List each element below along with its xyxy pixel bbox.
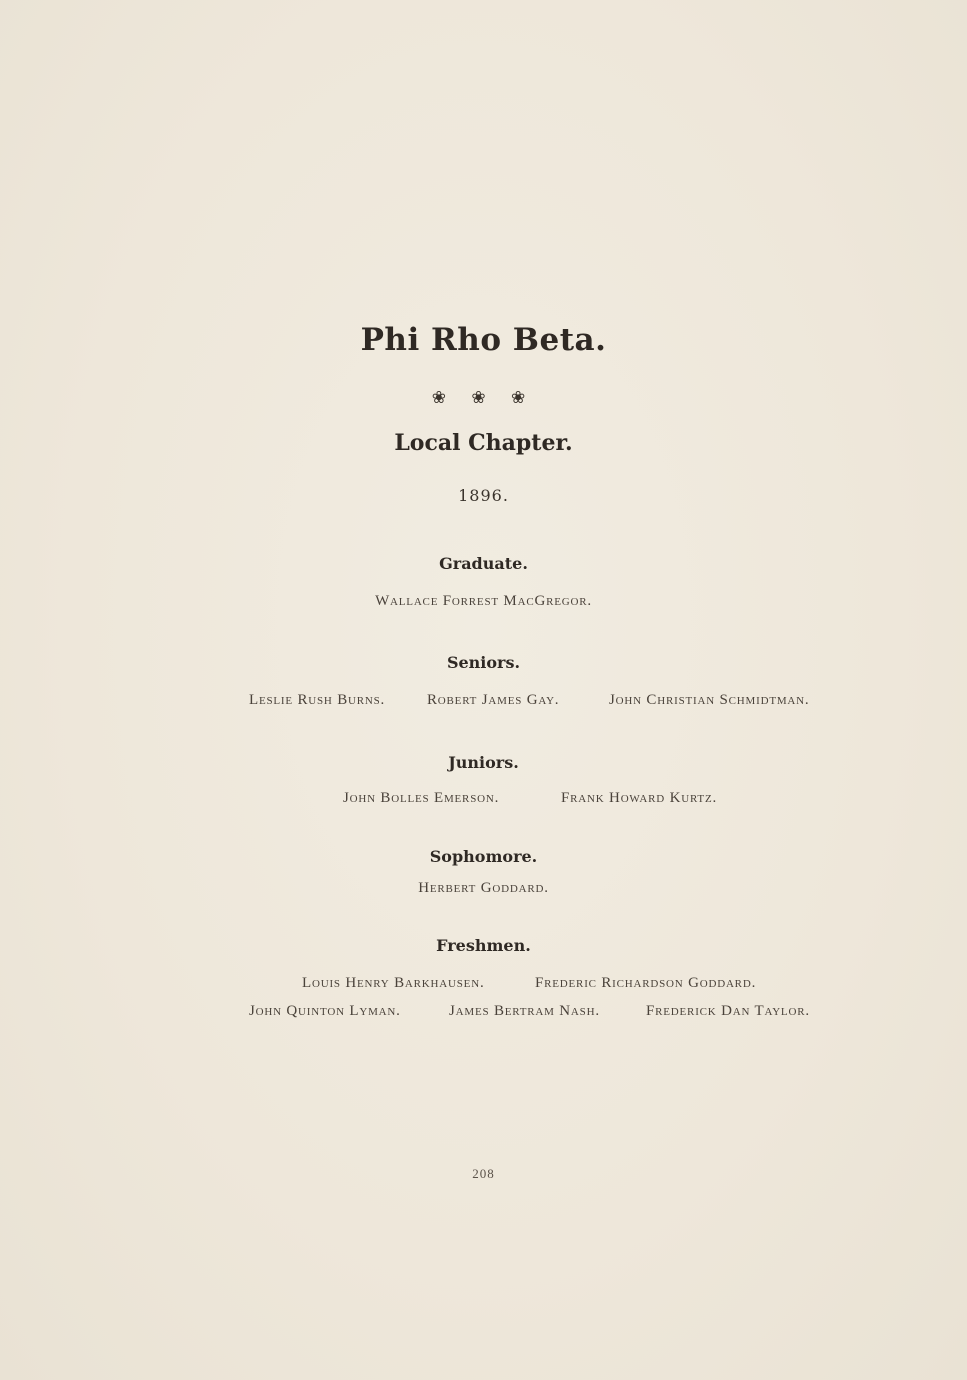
member-name: James Bertram Nash. — [449, 1003, 600, 1019]
section-heading-seniors: Seniors. — [446, 653, 521, 672]
member-name: Frederick Dan Taylor. — [646, 1003, 810, 1019]
member-name: Louis Henry Barkhausen. — [302, 975, 485, 991]
ornament-flourish: ❀ ❀ ❀ — [431, 388, 536, 408]
section-heading-juniors: Juniors. — [448, 753, 519, 772]
page-number: 208 — [472, 1166, 495, 1181]
member-name: John Bolles Emerson. — [343, 790, 500, 806]
member-name: Leslie Rush Burns. — [249, 692, 386, 708]
page-title: Phi Rho Beta. — [360, 322, 607, 358]
member-name: Wallace Forrest MacGregor. — [375, 593, 592, 609]
section-heading-freshmen: Freshmen. — [436, 936, 531, 955]
section-heading-sophomore: Sophomore. — [429, 847, 538, 866]
year-label: 1896. — [458, 486, 509, 505]
member-name: Herbert Goddard. — [418, 880, 549, 896]
member-name: Frank Howard Kurtz. — [561, 790, 718, 806]
member-name: Frederic Richardson Goddard. — [535, 975, 757, 991]
member-name: John Christian Schmidtman. — [609, 692, 810, 708]
member-name: John Quinton Lyman. — [249, 1003, 401, 1019]
member-name: Robert James Gay. — [427, 692, 560, 708]
section-heading-graduate: Graduate. — [439, 554, 528, 573]
page-subtitle: Local Chapter. — [394, 430, 573, 456]
